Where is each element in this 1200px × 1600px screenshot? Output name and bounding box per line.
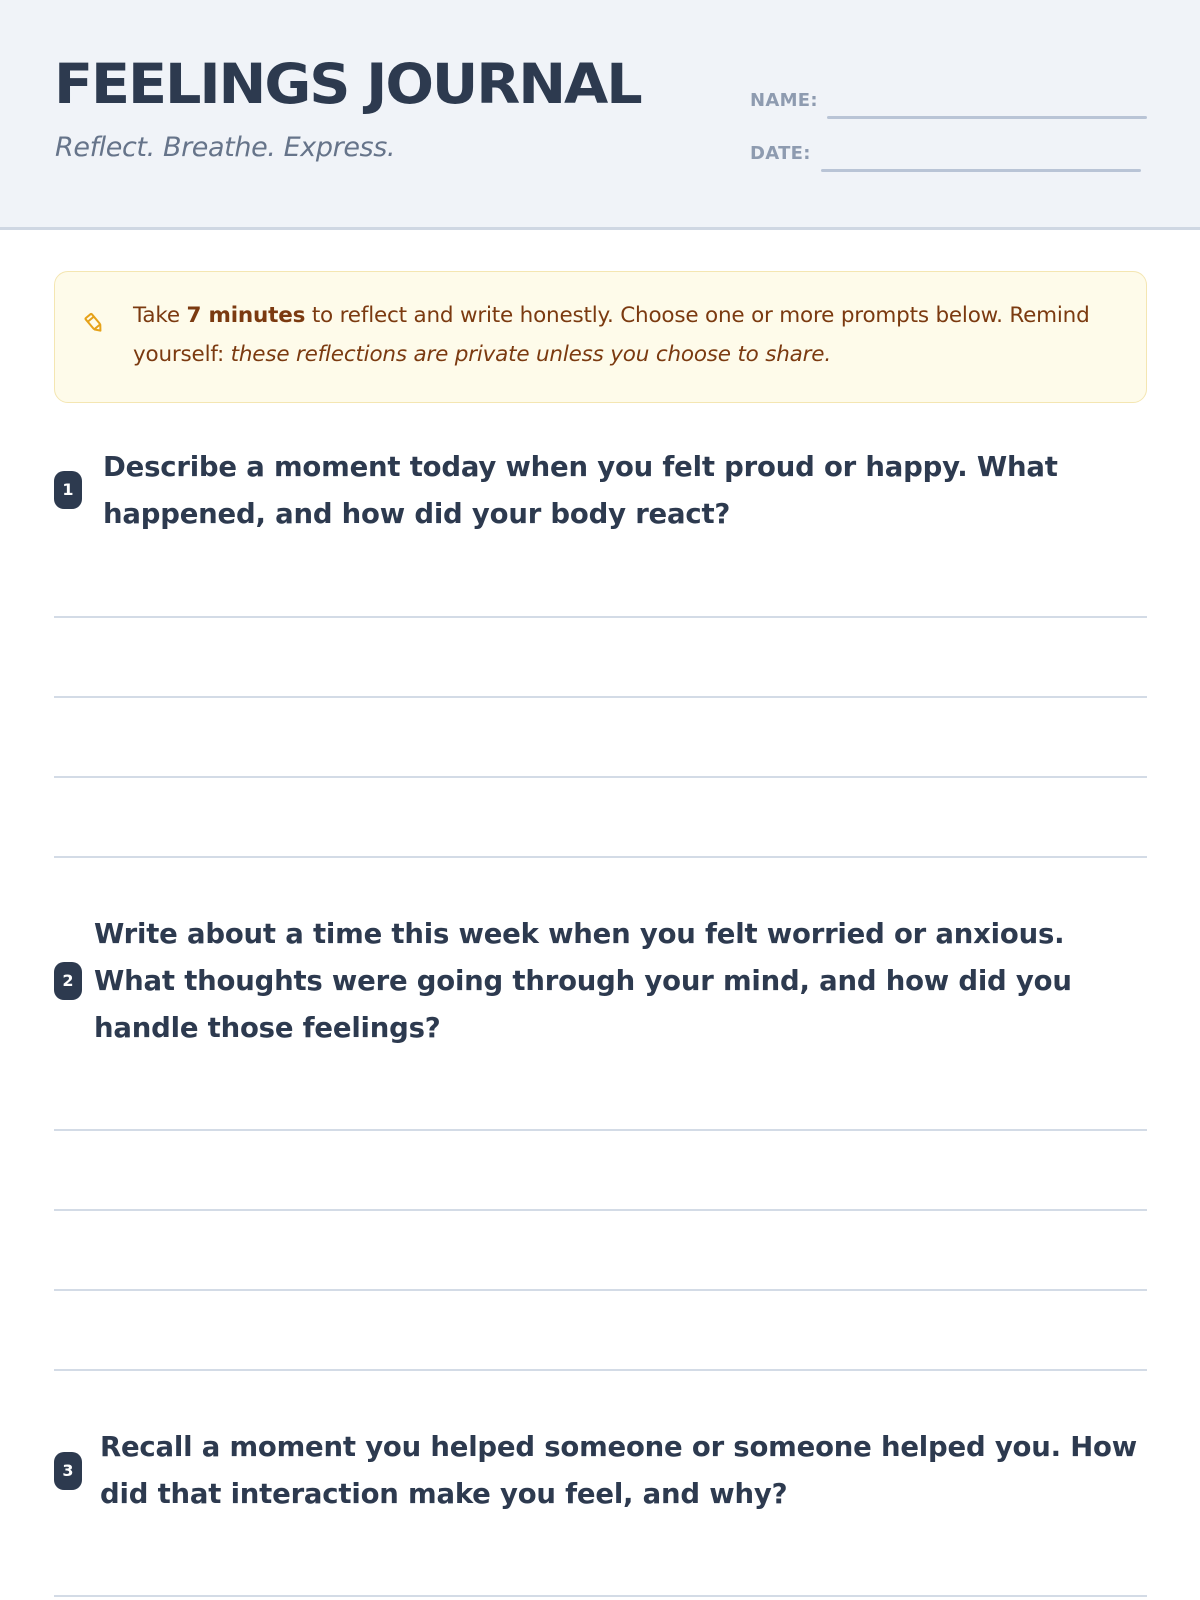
- prompt-question: Recall a moment you helped someone or someone helped you. How did that interaction make you feel, and why?: [100, 1431, 1137, 1510]
- writing-line[interactable]: [54, 1369, 1147, 1371]
- date-field[interactable]: [821, 169, 1141, 172]
- prompt-number-badge: 3: [54, 1452, 82, 1490]
- prompt-question: Write about a time this week when you felt worried or anxious. What thoughts were going through your mind, and how did you handle those feelings?: [94, 918, 1072, 1044]
- writing-line[interactable]: [54, 776, 1147, 778]
- page-subtitle: Reflect. Breathe. Express.: [55, 132, 396, 163]
- writing-line[interactable]: [54, 696, 1147, 698]
- writing-line[interactable]: [54, 1289, 1147, 1291]
- instruction-box: [54, 271, 1147, 403]
- page-title: FEELINGS JOURNAL: [54, 52, 641, 116]
- prompt-number-badge: 2: [54, 962, 82, 1000]
- prompt-number-badge: 1: [54, 471, 82, 509]
- prompt-question: Describe a moment today when you felt proud or happy. What happened, and how did your body react?: [103, 451, 1058, 530]
- date-label: DATE:: [750, 143, 811, 164]
- writing-line[interactable]: [54, 1595, 1147, 1597]
- writing-line[interactable]: [54, 856, 1147, 858]
- writing-line[interactable]: [54, 616, 1147, 618]
- writing-line[interactable]: [54, 1129, 1147, 1131]
- name-label: NAME:: [750, 90, 818, 111]
- header: [0, 0, 1200, 230]
- name-field[interactable]: [827, 116, 1147, 119]
- pencil-icon: [81, 310, 107, 336]
- instruction-text: Take 7 minutes to reflect and write honestly. Choose one or more prompts below. Remind yourself: these reflections are private unless you choose to share.: [133, 303, 1090, 367]
- writing-line[interactable]: [54, 1209, 1147, 1211]
